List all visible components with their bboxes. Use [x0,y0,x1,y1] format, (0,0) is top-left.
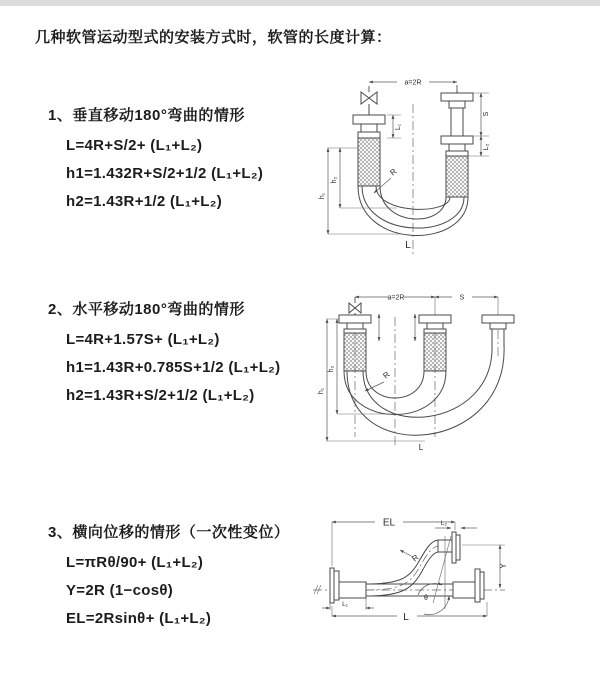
page-title: 几种软管运动型式的安装方式时，软管的长度计算： [35,29,392,46]
dim-label-s: S [459,294,465,302]
dimension-a2r-s [355,295,498,314]
dim-label-h1: h₁ [319,192,326,200]
length-label: L [403,612,409,623]
dim-label-a2r: a=2R [387,294,405,302]
dim-label-l1: L₁ [395,123,402,131]
fitting-length-marks [379,314,415,341]
dim-label-y: Y [499,563,508,569]
upper-flange [438,532,460,563]
dim-label-h2: h₂ [328,365,335,373]
left-fitting [339,315,371,371]
angle-label: θ [424,595,428,602]
formula-l: L=4R+S/2+ (L₁+L₂) [66,137,203,154]
diagram-lateral-displacement [305,506,595,654]
dim-label-l2: L₂ [440,520,448,527]
dimension-l [332,602,487,623]
diagram-vertical-bend [305,68,545,260]
braid-section [424,333,446,371]
braid-section [344,333,366,371]
formula-h2: h2=1.43R+S/2+1/2 (L₁+L₂) [66,387,255,404]
centerline-break-mark [314,585,321,594]
formula-h1: h1=1.432R+S/2+1/2 (L₁+L₂) [66,165,264,182]
radius-label: R [381,369,392,381]
radius-label: R [388,166,399,178]
formula-h1: h1=1.43R+0.785S+1/2 (L₁+L₂) [66,359,281,376]
middle-fitting [419,315,451,371]
radius-label: R [410,552,421,564]
length-label: L [405,240,411,251]
braid-section [358,138,380,186]
radius-callout [365,370,392,391]
formula-h2: h2=1.43R+1/2 (L₁+L₂) [66,193,223,210]
formula-y: Y=2R (1−cosθ) [66,582,174,599]
dim-label-l1: L₁ [342,601,348,608]
dimension-a2r [369,80,457,92]
formula-l: L=4R+1.57S+ (L₁+L₂) [66,331,220,348]
braid-section [446,156,468,197]
left-flange [330,568,366,603]
scan-edge-band [0,0,600,6]
dim-label-l2: L₂ [483,143,490,151]
formula-l: L=πRθ/90+ (L₁+L₂) [66,554,204,571]
dim-label-h2: h₂ [331,176,338,184]
formula-el: EL=2Rsinθ+ (L₁+L₂) [66,610,212,627]
dimension-s-l2 [468,93,490,156]
length-label: L [418,443,424,452]
dimension-l2-top [435,520,477,528]
diagram-horizontal-bend [313,287,553,455]
section-1-heading: 1、垂直移动180°弯曲的情形 [48,107,245,124]
section-1 [48,104,263,216]
dimension-l1 [387,115,402,138]
dim-label-h1: h₁ [318,387,325,395]
dim-label-a2r: a=2R [404,79,422,87]
section-2-heading: 2、水平移动180°弯曲的情形 [48,301,245,318]
section-3 [48,521,289,633]
left-fitting [353,115,385,186]
section-2 [48,298,280,410]
dimension-el [332,518,455,567]
radius-callout [400,550,421,563]
right-fitting-upper [441,85,473,136]
dim-label-s: S [483,111,490,117]
dim-label-el: EL [382,517,396,529]
right-fitting-lower [441,136,473,197]
displaced-hose [366,540,438,596]
section-3-heading: 3、横向位移的情形（一次性变位） [48,524,290,541]
